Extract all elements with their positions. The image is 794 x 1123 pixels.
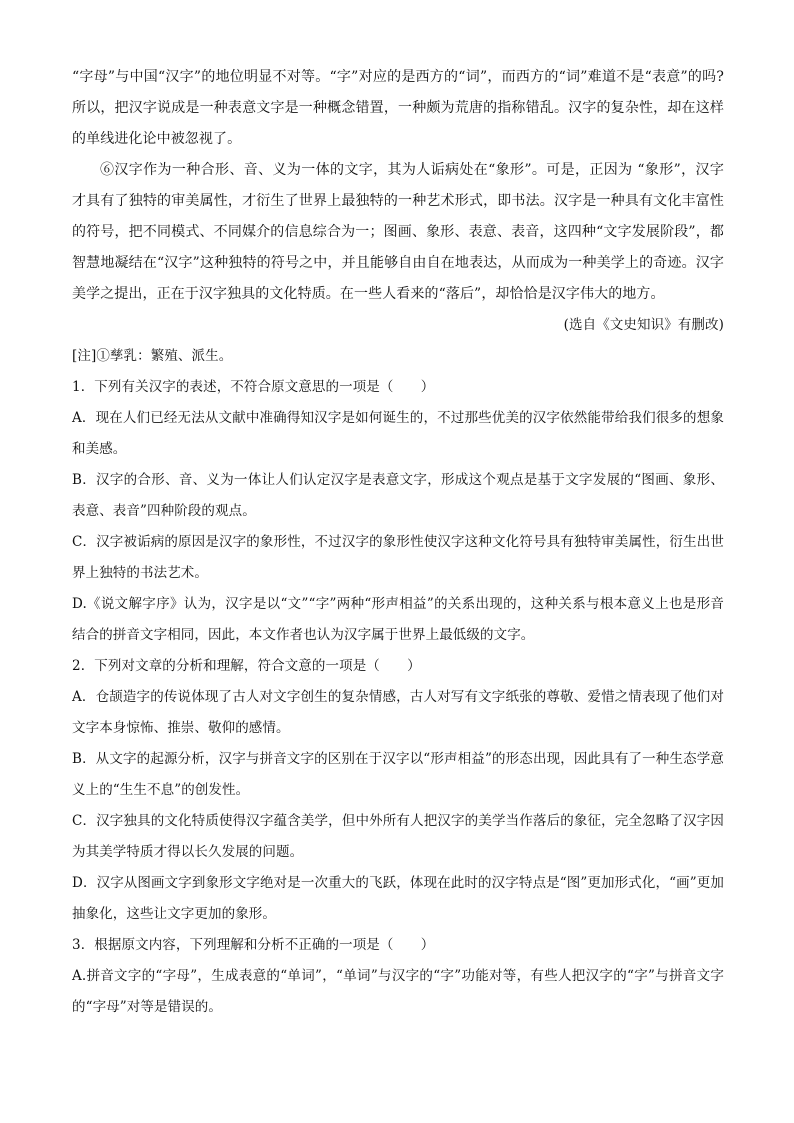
- question-1-option-a: A．现在人们已经无法从文献中准确得知汉字是如何诞生的，不过那些优美的汉字依然能带给我们很多的想象和美感。: [72, 410, 724, 457]
- question-1-option-c: C．汉字被诟病的原因是汉字的象形性，不过汉字的象形性使汉字这种文化符号具有独特审美属性，衍生出世界上独特的书法艺术。: [72, 534, 724, 581]
- question-1-option-d: D.《说文解字序》认为，汉字是以“文”“字”两种“形声相益”的关系出现的，这种关系与根本意义上也是形音结合的拼音文字相同，因此，本文作者也认为汉字属于世界上最低级的文字。: [72, 596, 724, 643]
- question-3-stem: 3．根据原文内容，下列理解和分析不正确的一项是（ ）: [72, 937, 435, 953]
- question-3-option-a: A.拼音文字的“字母”，生成表意的“单词”，“单词”与汉字的“字”功能对等，有些人把汉字的“字”与拼音文字的“字母”对等是错误的。: [72, 968, 724, 1015]
- question-1-stem: 1．下列有关汉字的表述，不符合原文意思的一项是（ ）: [72, 379, 435, 395]
- source-citation: (选自《文史知识》有删改): [563, 317, 724, 333]
- document-page: [72, 62, 724, 1023]
- question-2-option-d: D．汉字从图画文字到象形文字绝对是一次重大的飞跃，体现在此时的汉字特点是“图”更加形式化，“画”更加抽象化，这些让文字更加的象形。: [72, 875, 724, 922]
- question-2-option-a: A．仓颉造字的传说体现了古人对文字创生的复杂情感，古人对写有文字纸张的尊敬、爱惜之情表现了他们对文字本身惊怖、推崇、敬仰的感情。: [72, 689, 724, 736]
- question-2-option-c: C．汉字独具的文化特质使得汉字蕴含美学，但中外所有人把汉字的美学当作落后的象征，完全忽略了汉字因为其美学特质才得以长久发展的问题。: [72, 813, 724, 860]
- annotation-note: [注]①孳乳：繁殖、派生。: [72, 348, 233, 364]
- question-2-option-b: B．从文字的起源分析，汉字与拼音文字的区别在于汉字以“形声相益”的形态出现，因此具有了一种生态学意义上的“生生不息”的创发性。: [72, 751, 724, 798]
- question-2-stem: 2．下列对文章的分析和理解，符合文意的一项是（ ）: [72, 658, 421, 674]
- paragraph-continued: “字母”与中国“汉字”的地位明显不对等。“字”对应的是西方的“词”，而西方的“词”难道不是“表意”的吗?所以，把汉字说成是一种表意文字是一种概念错置，一种颇为荒唐的指称错乱。汉字的复杂性，却在这样的单线进化论中被忽视了。: [72, 69, 724, 147]
- question-1-option-b: B．汉字的合形、音、义为一体让人们认定汉字是表意文字，形成这个观点是基于文字发展的“图画、象形、表意、表音”四种阶段的观点。: [72, 472, 724, 519]
- paragraph-6: ⑥汉字作为一种合形、音、义为一体的文字，其为人诟病处在“象形”。可是，正因为 “象形”，汉字才具有了独特的审美属性，才衍生了世界上最独特的一种艺术形式，即书法。汉字是一种具有文化丰富性的符号，把不同模式、不同媒介的信息综合为一；图画、象形、表意、表音，这四种“文字发展阶段”，都智慧地凝结在“汉字”这种独特的符号之中，并且能够自由自在地表达，从而成为一种美学上的奇迹。汉字美学之提出，正在于汉字独具的文化特质。在一些人看来的“落后”，却恰恰是汉字伟大的地方。: [72, 162, 724, 302]
